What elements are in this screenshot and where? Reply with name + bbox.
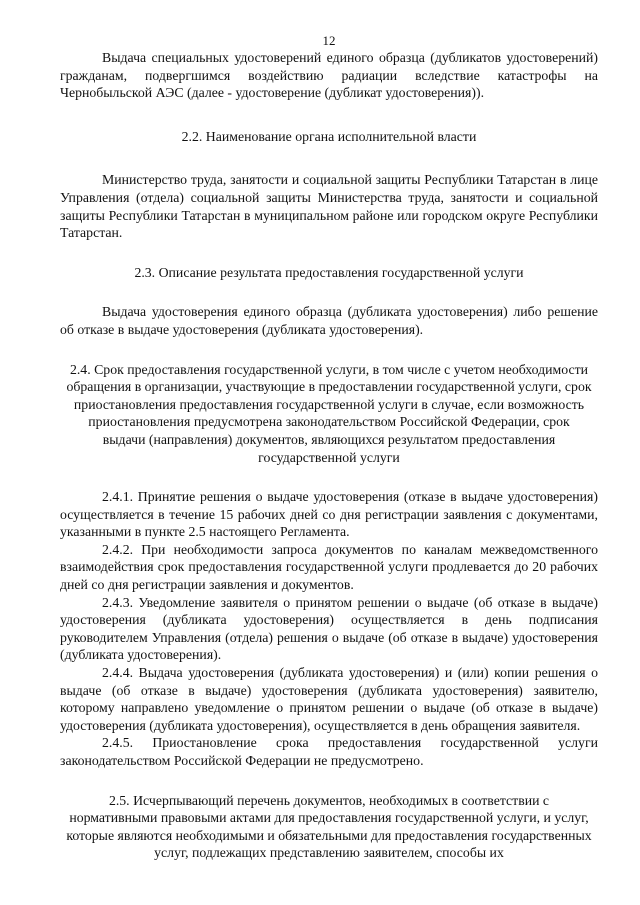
section-2-4-heading: 2.4. Срок предоставления государственной услуги, в том числе с учетом необходимости обращения в организации, участвующие в предоставлении государственной услуги, срок приостановления предоставления государственной услуги в случае, если возможность приостановления предусмотрена законодательством Российской Федерации, срок выдачи (направления) документов, являющихся результатом предоставления государственной услуги [66, 361, 592, 465]
section-2-2-text: Министерство труда, занятости и социальной защиты Республики Татарстан в лице Управления (отдела) социальной защиты Министерства труда, занятости и социальной защиты Республики Татарстан в муниципальном районе или городском округе Республики Татарстан. [60, 172, 598, 241]
section-2-3-heading: 2.3. Описание результата предоставления государственной услуги [134, 264, 524, 280]
item-2-4-3: 2.4.3. Уведомление заявителя о принятом решении о выдаче (об отказе в выдаче) удостоверения (дубликата удостоверения) осуществляется в день подписания руководителем Управления (отдела) решения о выдаче (об отказе в выдаче) удостоверения (дубликата удостоверения). [60, 594, 598, 663]
item-2-4-5: 2.4.5. Приостановление срока предоставления государственной услуги законодательством Российской Федерации не предусмотрено. [60, 735, 598, 768]
page-number: 12 [322, 33, 336, 48]
section-2-2-heading: 2.2. Наименование органа исполнительной власти [181, 128, 477, 144]
item-2-4-2: 2.4.2. При необходимости запроса документов по каналам межведомственного взаимодействия срок предоставления государственной услуги продлевается до 20 рабочих дней со дня регистрации заявления и документов. [60, 541, 598, 593]
intro-paragraph: Выдача специальных удостоверений единого образца (дубликатов удостоверений) гражданам, подвергшимся воздействию радиации вследствие катастрофы на Чернобыльской АЭС (далее - удостоверение (дубликат удостоверения)). [60, 50, 598, 101]
section-2-4-items [60, 488, 598, 770]
item-2-4-4: 2.4.4. Выдача удостоверения (дубликата удостоверения) и (или) копии решения о выдаче (об отказе в выдаче) удостоверения (дубликата удостоверения) заявителю, которому направлено уведомление о принятом решении о выдаче (об отказе в выдаче) удостоверения (дубликата удостоверения), осуществляется в день обращения заявителя. [60, 665, 598, 733]
section-2-3-text: Выдача удостоверения единого образца (дубликата удостоверения) либо решение об отказе в выдаче удостоверения (дубликата удостоверения). [60, 304, 598, 337]
item-2-4-1: 2.4.1. Принятие решения о выдаче удостоверения (отказе в выдаче удостоверения) осуществляется в течение 15 рабочих дней со дня регистрации заявления с документами, указанными в пункте 2.5 настоящего Регламента. [60, 489, 598, 540]
section-2-5-heading: 2.5. Исчерпывающий перечень документов, необходимых в соответствии с нормативными правовыми актами для предоставления государственной услуги, и услуг, которые являются необходимыми и обязательными для предоставления государственных услуг, подлежащих представлению заявителем, способы их [66, 792, 592, 861]
